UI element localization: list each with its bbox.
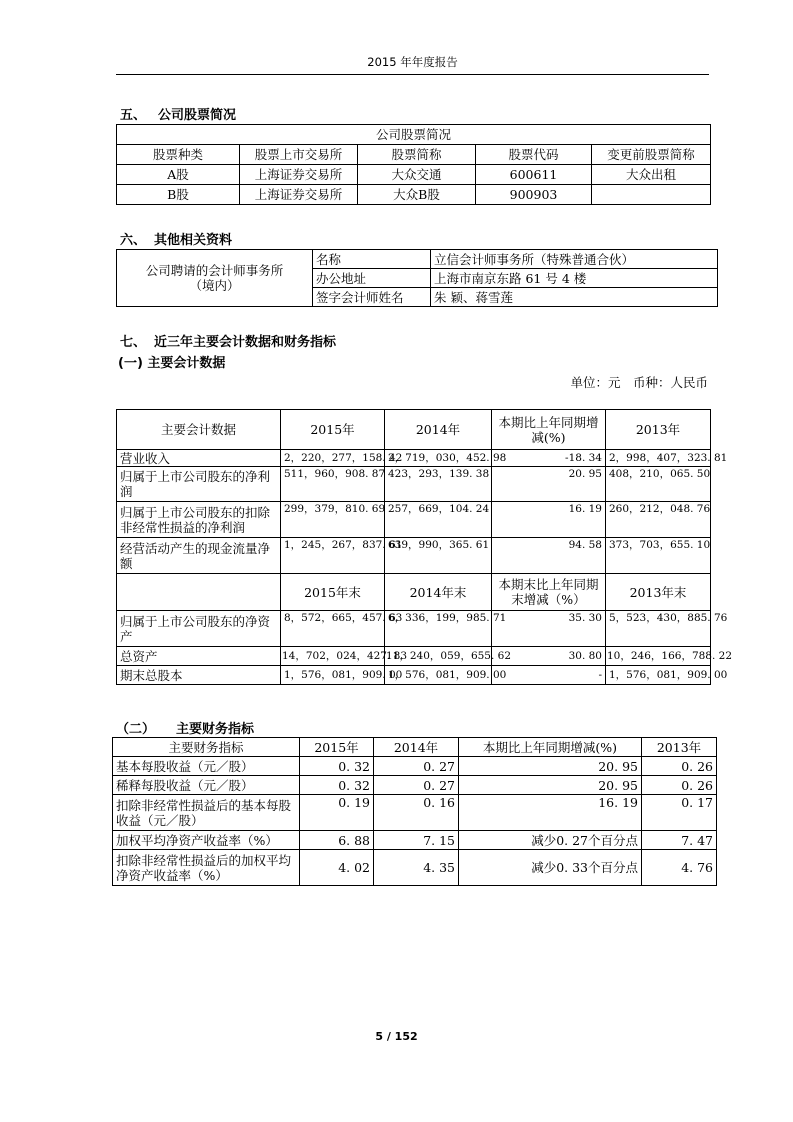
table-cell: 大众出租	[592, 165, 711, 185]
subsection-1-heading	[118, 352, 225, 371]
accounting-data-table	[116, 409, 733, 685]
field-label: 办公地址	[313, 269, 431, 288]
table-row	[113, 850, 717, 886]
page-number: 5 / 152	[375, 1030, 418, 1043]
table-cell: 大众交通	[358, 165, 476, 185]
table-header: 股票代码	[476, 145, 592, 165]
table-cell: 4. 02	[300, 850, 374, 886]
table-cell: 257，669，104. 24	[385, 502, 492, 538]
table-header	[117, 574, 281, 611]
table-cell: 0. 26	[642, 757, 717, 776]
table-cell: 511，960，908. 87	[281, 467, 385, 502]
table-row	[117, 666, 711, 685]
table-row	[117, 450, 711, 467]
table-cell: 20. 95	[492, 467, 606, 502]
section-6-title: 其他相关资料	[154, 233, 233, 248]
table-row	[113, 831, 717, 850]
auditor-label	[117, 250, 313, 307]
table-cell: 7. 15	[374, 831, 459, 850]
table-header: 2013年	[606, 410, 711, 450]
section-5-title: 公司股票简况	[158, 108, 237, 123]
table-cell: 2，220，277，158. 42	[281, 450, 385, 467]
table-row	[113, 795, 717, 831]
table-row	[117, 165, 711, 185]
table-cell: 20. 95	[459, 776, 642, 795]
table-cell: 0. 16	[374, 795, 459, 831]
field-value: 朱 颖、蒋雪莲	[431, 288, 718, 307]
table-cell: 20. 95	[459, 757, 642, 776]
subsection-2-title: 主要财务指标	[176, 722, 255, 737]
table-cell: 16. 19	[492, 502, 606, 538]
table-cell: 5，523，430，885. 76	[606, 611, 711, 647]
table-header: 股票种类	[117, 145, 240, 165]
table-cell: 4. 76	[642, 850, 717, 886]
table-cell: 373，703，655. 10	[606, 538, 711, 574]
section-7-number: 七、	[120, 335, 147, 350]
table-cell: 0. 32	[300, 757, 374, 776]
row-label: 期末总股本	[117, 666, 281, 685]
subsection-2-heading	[116, 718, 254, 737]
table-cell: 94. 58	[492, 538, 606, 574]
table-cell: 6，336，199，985. 71	[385, 611, 492, 647]
row-label: 扣除非经常性损益后的加权平均净资产收益率（%）	[113, 850, 300, 886]
table-cell: 8，572，665，457. 63	[281, 611, 385, 647]
table-header: 2014年	[385, 410, 492, 450]
row-label: 归属于上市公司股东的扣除非经常性损益的净利润	[117, 502, 281, 538]
table-row	[113, 757, 717, 776]
table-cell: 260，212，048. 76	[606, 502, 711, 538]
stock-table-title: 公司股票简况	[117, 125, 711, 145]
section-5-heading	[120, 104, 236, 123]
page-header	[116, 54, 709, 75]
table-cell: 408，210，065. 50	[606, 467, 711, 502]
financial-indicators-table	[112, 737, 717, 886]
field-label: 签字会计师姓名	[313, 288, 431, 307]
row-label: 加权平均净资产收益率（%）	[113, 831, 300, 850]
table-header: 主要财务指标	[113, 738, 300, 757]
table-cell: 11，240，059，655. 62	[385, 647, 492, 666]
table-cell	[592, 185, 711, 205]
table-cell: 6. 88	[300, 831, 374, 850]
table-cell: 0. 27	[374, 757, 459, 776]
table-row	[117, 538, 711, 574]
auditor-table	[116, 249, 718, 307]
table-cell: 2，998，407，323. 81	[606, 450, 711, 467]
table-header: 本期比上年同期增减(%)	[459, 738, 642, 757]
table-header: 2014年	[374, 738, 459, 757]
table-cell: 大众B股	[358, 185, 476, 205]
table-row	[117, 502, 711, 538]
table-cell: 1，245，267，837. 61	[281, 538, 385, 574]
table-row	[117, 611, 711, 647]
table-header: 2015年	[300, 738, 374, 757]
table-cell: 0. 19	[300, 795, 374, 831]
table-row	[117, 467, 711, 502]
field-value: 立信会计师事务所（特殊普通合伙）	[431, 250, 718, 269]
auditor-label-line1: 公司聘请的会计师事务所	[145, 263, 284, 278]
row-label: 稀释每股收益（元／股）	[113, 776, 300, 795]
section-6-heading	[120, 229, 232, 248]
section-7-title: 近三年主要会计数据和财务指标	[154, 335, 337, 350]
table-cell: B股	[117, 185, 240, 205]
table-cell: 900903	[476, 185, 592, 205]
table-cell: 上海证券交易所	[240, 185, 358, 205]
table-cell: 2，719，030，452. 98	[385, 450, 492, 467]
row-label: 营业收入	[117, 450, 281, 467]
row-label: 基本每股收益（元／股）	[113, 757, 300, 776]
row-label: 归属于上市公司股东的净资产	[117, 611, 281, 647]
table-header: 2014年末	[385, 574, 492, 611]
section-7-heading	[120, 331, 336, 350]
table-header: 2013年末	[606, 574, 711, 611]
table-cell: 14，702，024，427. 83	[281, 647, 385, 666]
table-cell: 16. 19	[459, 795, 642, 831]
table-cell: 0. 32	[300, 776, 374, 795]
auditor-label-line2: （境内）	[189, 278, 240, 293]
subsection-1-title: (一) 主要会计数据	[118, 356, 226, 371]
table-cell: 1，576，081，909. 00	[606, 666, 711, 685]
table-header: 2013年	[642, 738, 717, 757]
table-cell: 35. 30	[492, 611, 606, 647]
table-cell: -	[492, 666, 606, 685]
table-cell: 0. 17	[642, 795, 717, 831]
table-cell: 1，576，081，909. 00	[385, 666, 492, 685]
row-label: 归属于上市公司股东的净利润	[117, 467, 281, 502]
stock-overview-table	[116, 124, 711, 205]
table-header: 变更前股票简称	[592, 145, 711, 165]
table-cell: 1，576，081，909. 00	[281, 666, 385, 685]
field-label: 名称	[313, 250, 431, 269]
table-cell: 639，990，365. 61	[385, 538, 492, 574]
table-cell: 600611	[476, 165, 592, 185]
row-label: 总资产	[117, 647, 281, 666]
table-row	[117, 185, 711, 205]
section-5-number: 五、	[120, 108, 147, 123]
table-cell: 7. 47	[642, 831, 717, 850]
table-header: 2015年	[281, 410, 385, 450]
table-header: 本期末比上年同期末增减（%）	[492, 574, 606, 611]
row-label: 经营活动产生的现金流量净额	[117, 538, 281, 574]
table-cell: 减少0. 27个百分点	[459, 831, 642, 850]
table-cell: 0. 26	[642, 776, 717, 795]
table-cell: 299，379，810. 69	[281, 502, 385, 538]
table-cell: 上海证券交易所	[240, 165, 358, 185]
field-value: 上海市南京东路 61 号 4 楼	[431, 269, 718, 288]
table-cell: 423，293，139. 38	[385, 467, 492, 502]
table-cell: -18. 34	[492, 450, 606, 467]
table-cell: 减少0. 33个百分点	[459, 850, 642, 886]
table-cell: 0. 27	[374, 776, 459, 795]
table-cell: 10，246，166，788. 22	[606, 647, 711, 666]
table-header: 本期比上年同期增减(%)	[492, 410, 606, 450]
report-title: 2015 年年度报告	[367, 55, 458, 69]
table-cell: 30. 80	[492, 647, 606, 666]
table-header: 2015年末	[281, 574, 385, 611]
table-header: 主要会计数据	[117, 410, 281, 450]
table-header: 股票简称	[358, 145, 476, 165]
row-label: 扣除非经常性损益后的基本每股收益（元／股）	[113, 795, 300, 831]
section-6-number: 六、	[120, 233, 147, 248]
table-cell: 4. 35	[374, 850, 459, 886]
subsection-2-number: （二）	[116, 722, 156, 737]
table-header: 股票上市交易所	[240, 145, 358, 165]
table-row	[117, 647, 711, 666]
unit-label: 单位：元 币种：人民币	[570, 375, 708, 390]
table-row	[113, 776, 717, 795]
table-cell: A股	[117, 165, 240, 185]
